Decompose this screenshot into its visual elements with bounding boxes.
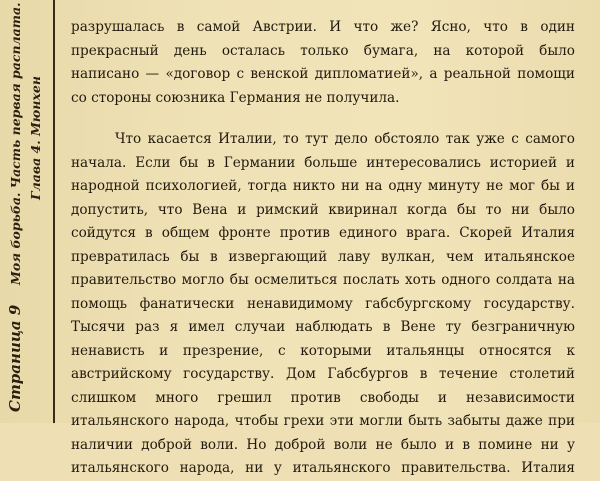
page-number-label: Страница 9 — [6, 304, 24, 412]
text-line: слишком много грешил против свободы и независимости — [71, 389, 575, 406]
text-line: Тысячи раз я имел случаи наблюдать в Вене ту безграничную — [71, 319, 575, 335]
text-body — [71, 16, 575, 481]
text-line: наличии доброй воли. Но доброй воли не было и в помине ни у — [71, 436, 575, 453]
text-line: допустить, что Вена и римский квиринал когда бы то ни было — [71, 201, 575, 218]
text-line: австрийскому государству. Дом Габсбургов в течение столетий — [71, 366, 575, 382]
text-line: начала. Если бы в Германии больше интересовались историей и — [71, 154, 575, 171]
paragraph-1 — [71, 16, 575, 110]
text-line: ненависть и презрение, с которыми итальянцы относятся к — [71, 342, 575, 359]
text-line: написано — «договор с венской дипломатией», а реальной помощи — [71, 66, 575, 82]
paragraph-2 — [71, 128, 575, 481]
margin-rule — [53, 0, 55, 423]
text-line: прекрасный день осталась только бумага, на которой было — [71, 42, 575, 59]
chapter-label: Глава 4. Мюнхен — [28, 76, 43, 200]
book-title-label: Моя борьба. Часть первая расплата. — [8, 2, 23, 285]
text-line: разрушалась в самой Австрии. И что же? Ясно, что в один — [71, 19, 575, 35]
text-line: превратилась бы в извергающий лаву вулкан, чем итальянское — [71, 248, 575, 265]
text-line: народной психологией, тогда никто ни на одну минуту не мог бы и — [71, 178, 575, 194]
text-line: помощь фанатически ненавидимому габсбургскому государству. — [71, 295, 575, 312]
text-line: сойдутся в общем фронте против единого врага. Скорей Италия — [71, 225, 575, 241]
side-caption-svg — [2, 0, 50, 423]
text-line: итальянского народа, чтобы грехи эти могли быть забыты даже при — [71, 413, 575, 429]
text-line: со стороны союзника Германия не получила. — [71, 89, 400, 106]
side-caption — [2, 0, 50, 423]
text-line: правительство могло бы осмелиться послать хоть одного солдата на — [71, 272, 575, 288]
text-line: итальянского народа, ни у итальянского правительства. Италия — [71, 460, 575, 476]
text-line: Что касается Италии, то тут дело обстояло так уже с самого — [115, 131, 575, 147]
